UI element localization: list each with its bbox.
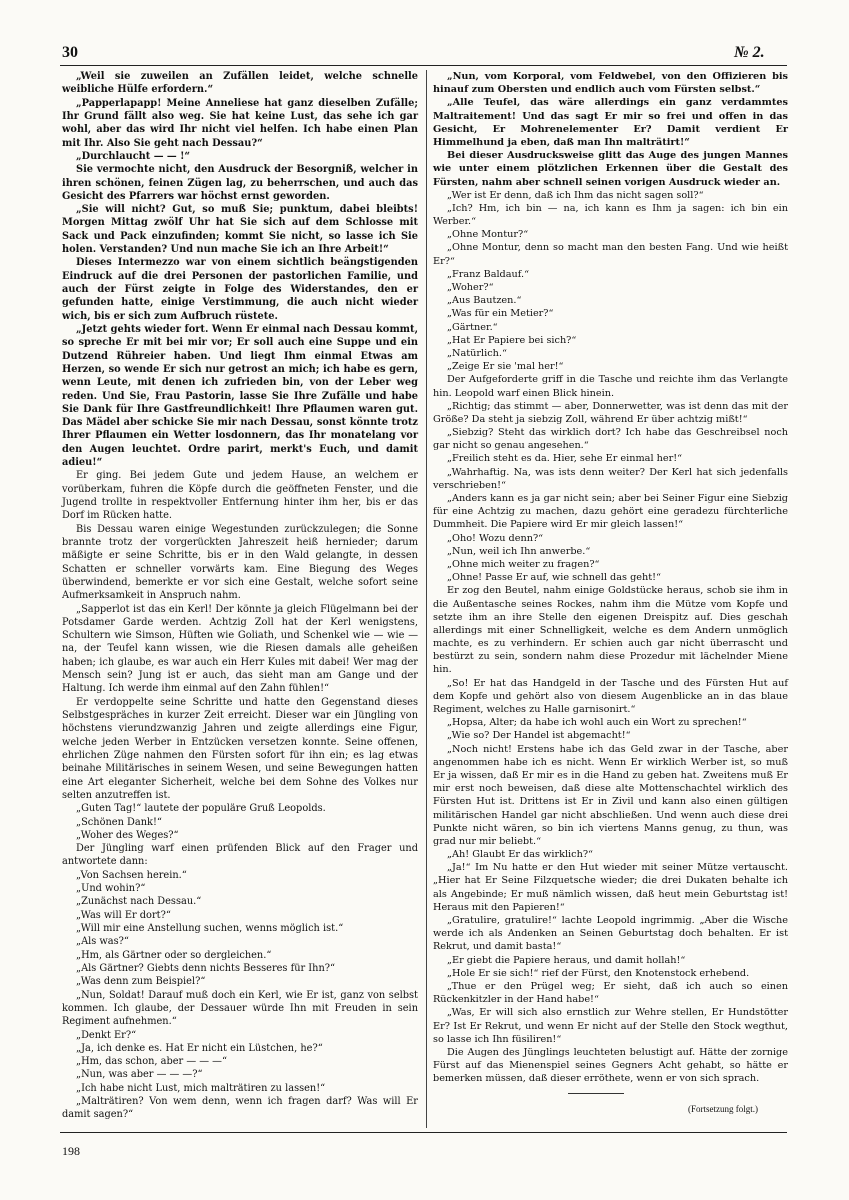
- paragraph: „Weil sie zuweilen an Zufällen leidet, welche schnelle weibliche Hülfe erfordern.“: [62, 71, 418, 96]
- paragraph: „Hm, als Gärtner oder so dergleichen.“: [76, 949, 272, 961]
- paragraph: Bei dieser Ausdrucksweise glitt das Auge des jungen Mannes wie unter einem plötzlichen Erkennen über die Gestalt des Fürsten, nahm aber schnell seinen vorigen Ausdruck wieder an.: [433, 150, 788, 188]
- paragraph: „Zeige Er sie 'mal her!“: [447, 361, 564, 373]
- paragraph: „Ich? Hm, ich bin — na, ich kann es Ihm ja sagen: ich bin ein Werber.“: [433, 202, 788, 228]
- column-divider: [426, 70, 427, 1128]
- footer-rule: [60, 1132, 787, 1133]
- paragraph: „Ohne Montur?“: [447, 229, 529, 241]
- paragraph: „Gratulire, gratulire!“ lachte Leopold ingrimmig. „Aber die Wische werde ich als Andenken an Seinen Geburtstag doch behalten. Er ist Rekrut, und damit basta!“: [433, 915, 788, 953]
- paragraph: „Malträtiren? Von wem denn, wenn ich fragen darf? Was will Er damit sagen?“: [62, 1096, 418, 1121]
- paragraph: „Wer ist Er denn, daß ich Ihm das nicht sagen soll?“: [447, 189, 704, 201]
- paragraph: „Ohne mich weiter zu fragen?“: [447, 558, 600, 570]
- paragraph: „Was denn zum Beispiel?“: [76, 976, 206, 988]
- paragraph: „Ja, ich denke es. Hat Er nicht ein Lüstchen, he?“: [76, 1042, 323, 1054]
- paragraph: „Was für ein Metier?“: [447, 308, 554, 320]
- paragraph: „Ohne! Passe Er auf, wie schnell das geht!“: [447, 572, 661, 584]
- paragraph: „Freilich steht es da. Hier, sehe Er einmal her!“: [447, 453, 683, 465]
- left-column: [62, 70, 418, 1122]
- paragraph: „Und wohin?“: [76, 883, 146, 895]
- folio-number: 198: [62, 1144, 80, 1158]
- paragraph: „Noch nicht! Erstens habe ich das Geld zwar in der Tasche, aber angenommen habe ich es nicht. Wenn Er wirklich Werber ist, so muß Er ja wissen, daß Er mir es in die Hand zu geben hat. Zweitens muß Er mir erst noch beweisen, daß diese alte Mottenschachtel wirklich des Fürsten Hut ist. Drittens ist Er in Zivil und kann also einen gültigen militärischen Handel gar nicht abschließen. Und wenn auch diese drei Punkte nicht wären, so bin ich viertens Manns genug, zu thun, was grad nur mir beliebt.“: [433, 743, 788, 847]
- paragraph: „Alle Teufel, das wäre allerdings ein ganz verdammtes Maltraitement! Und das sagt Er mir so frei und offen in das Gesicht, Er Mohrenelementer Er? Damit verdient Er Himmelhund ja eben, daß man Ihn malträtirt!“: [433, 97, 788, 148]
- issue-number: № 2.: [734, 44, 765, 61]
- paragraph: „Siebzig? Steht das wirklich dort? Ich habe das Geschreibsel noch gar nicht so genau angesehen.“: [433, 427, 788, 452]
- paragraph: „Hole Er sie sich!“ rief der Fürst, den Knotenstock erhebend.: [447, 967, 750, 979]
- paragraph: „Woher?“: [447, 282, 494, 293]
- paragraph: „Sie will nicht? Gut, so muß Sie; punktum, dabei bleibts! Morgen Mittag zwölf Uhr hat Sie sich auf dem Schlosse mit Sack und Pack einzufinden; kommt Sie nicht, so lasse ich Sie holen. Verstanden? Und nun mache Sie ich an Ihre Arbeit!“: [62, 204, 418, 256]
- paragraph: „Von Sachsen herein.“: [76, 869, 187, 881]
- paragraph: „Natürlich.“: [447, 347, 507, 359]
- paragraph: Er verdoppelte seine Schritte und hatte den Gegenstand dieses Selbstgespräches in kurzer Zeit erreicht. Dieser war ein Jüngling von höchstens vierundzwanzig Jahren und zeigte allerdings eine Figur, welche jeden Werber in Entzücken versetzen konnte. Seine offenen, ehrlichen Züge nahmen den Fürsten sofort für ihn ein; es lag etwas beinahe Militärisches in seinem Wesen, und seine Bewegungen hatten eine Art eleganter Sicherheit, welche bei dem Sohne des Volkes nur selten anzutreffen ist.: [62, 696, 418, 801]
- paragraph: „Was will Er dort?“: [76, 909, 171, 921]
- paragraph: „Richtig; das stimmt — aber, Donnerwetter, was ist denn das mit der Größe? Da steht ja siebzig Zoll, während Er über achtzig mißt!“: [433, 400, 788, 425]
- paragraph: Dieses Intermezzo war von einem sichtlich beängstigenden Eindruck auf die drei Personen der pastorlichen Familie, und auch der Fürst zeigte in Folge des Widerstandes, den er gefunden hatte, einige Verstimmung, die auch nicht wieder wich, bis er sich zum Aufbruch rüstete.: [62, 257, 418, 322]
- paragraph: „Ohne Montur, denn so macht man den besten Fang. Und wie heißt Er?“: [433, 242, 788, 267]
- paragraph: „Sapperlot ist das ein Kerl! Der könnte ja gleich Flügelmann bei der Potsdamer Garde werden. Achtzig Zoll hat der Kerl wenigstens, Schultern wie Simson, Hüften wie Goliath, und Schenkel wie — wie — na, der Teufel kann wissen, wie die Riesen damals alle geheißen haben; ich glaube, es war auch ein Herr Kules mit dabei! Wer mag der Mensch sein? Jung ist er auch, das sieht man am Gange und der Haltung. Ich werde ihm einmal auf den Zahn fühlen!“: [62, 603, 418, 695]
- paragraph: „Nun, Soldat! Darauf muß doch ein Kerl, wie Er ist, ganz von selbst kommen. Ich glaube, der Dessauer würde Ihn mit Freuden in sein Regiment aufnehmen.“: [62, 989, 418, 1028]
- right-column: [433, 70, 788, 1085]
- paragraph: „So! Er hat das Handgeld in der Tasche und des Fürsten Hut auf dem Kopfe und gehört also von diesem Augenblicke an in das blaue Regiment, welches zu Halle garnisonirt.“: [433, 677, 788, 715]
- paragraph: „Denkt Er?“: [76, 1029, 137, 1041]
- paragraph: Der Aufgeforderte griff in die Tasche und reichte ihm das Verlangte hin. Leopold warf einen Blick hinein.: [433, 374, 788, 399]
- paragraph: „Aus Bautzen.“: [447, 295, 522, 307]
- paragraph: „Hat Er Papiere bei sich?“: [447, 334, 577, 346]
- paragraph: „Als was?“: [76, 936, 129, 948]
- paragraph: „Nun, was aber — — —?“: [76, 1069, 203, 1081]
- paragraph: „Nun, vom Korporal, vom Feldwebel, von den Offizieren bis hinauf zum Obersten und endlich auch vom Fürsten selbst.“: [433, 71, 788, 96]
- paragraph: „Franz Baldauf.“: [447, 268, 530, 280]
- paragraph: „Hm, das schon, aber — — —“: [76, 1056, 227, 1068]
- paragraph: „Thue er den Prügel weg; Er sieht, daß ich auch so einen Rückenkitzler in der Hand habe!“: [433, 980, 788, 1006]
- paragraph: „Zunächst nach Dessau.“: [76, 896, 202, 908]
- paragraph: Bis Dessau waren einige Wegestunden zurückzulegen; die Sonne brannte trotz der vorgerückten Jahreszeit heiß hernieder; darum mäßigte er seine Schritte, bis er in den Wald gelangte, in dessen Schatten er schneller vorwärts kam. Eine Biegung des Weges überwindend, bemerkte er vor sich eine Gestalt, welche sofort seine Aufmerksamkeit in Anspruch nahm.: [62, 523, 418, 602]
- paragraph: „Ja!“ Im Nu hatte er den Hut wieder mit seiner Mütze vertauscht. „Hier hat Er Seine Filzquetsche wieder; die drei Dukaten behalte ich als Angebinde; Er muß nämlich wissen, daß heut mein Geburtstag ist! Heraus mit den Papieren!“: [433, 862, 788, 913]
- paragraph: „Jetzt gehts wieder fort. Wenn Er einmal nach Dessau kommt, so spreche Er mit bei mir vor; Er soll auch eine Suppe und ein Dutzend Rühreier haben. Und liegt Ihm einmal Etwas am Herzen, so wende Er sich nur getrost an mich; ich habe es gern, wenn Leute, mit denen ich zufrieden bin, von der Leber weg reden. Und Sie, Frau Pastorin, lasse Sie Ihre Zufälle und habe Sie Dank für Ihre Gastfreundlichkeit! Ihre Pflaumen waren gut. Das Mädel aber schicke Sie mir nach Dessau, sonst könnte trotz Ihrer Pflaumen ein Wetter losdonnern, das Ihr monatelang vor den Augen leuchtet. Ordre parirt, merkt's Euch, und damit adieu!“: [62, 323, 418, 469]
- page-number: 30: [62, 44, 78, 61]
- paragraph: „Ah! Glaubt Er das wirklich?“: [447, 849, 593, 861]
- paragraph: „Hopsa, Alter; da habe ich wohl auch ein Wort zu sprechen!“: [447, 717, 747, 729]
- paragraph: Die Augen des Jünglings leuchteten belustigt auf. Hätte der zornige Fürst auf das Mienenspiel seines Gegners Acht gehabt, so hätte er bemerken müssen, daß dieser erröthete, wenn er von sich sprach.: [433, 1046, 788, 1085]
- paragraph: Sie vermochte nicht, den Ausdruck der Besorgniß, welcher in ihren schönen, feinen Zügen lag, zu beherrschen, und auch das Gesicht des Pfarrers war höchst ernst geworden.: [62, 164, 418, 202]
- paragraph: „Nun, weil ich Ihn anwerbe.“: [447, 545, 591, 557]
- paragraph: „Gärtner.“: [447, 321, 498, 333]
- paragraph: „Er giebt die Papiere heraus, und damit hollah!“: [447, 954, 686, 966]
- paragraph: „Papperlapapp! Meine Anneliese hat ganz dieselben Zufälle; Ihr Grund fällt also weg. Sie hat keine Lust, das sehe ich gar wohl, aber das wird Ihr nicht viel helfen. Ich habe einen Plan mit Ihr. Also Sie geht nach Dessau?“: [62, 97, 418, 149]
- paragraph: Der Jüngling warf einen prüfenden Blick auf den Frager und antwortete dann:: [62, 843, 418, 868]
- paragraph: „Wahrhaftig. Na, was ists denn weiter? Der Kerl hat sich jedenfalls verschrieben!“: [433, 466, 788, 491]
- paragraph: „Wie so? Der Handel ist abgemacht!“: [447, 730, 631, 742]
- paragraph: „Als Gärtner? Giebts denn nichts Besseres für Ihn?“: [76, 962, 336, 974]
- paragraph: „Will mir eine Anstellung suchen, wenns möglich ist.“: [76, 923, 344, 934]
- paragraph: „Anders kann es ja gar nicht sein; aber bei Seiner Figur eine Siebzig für eine Achtzig zu machen, dazu gehört eine geradezu fürchterliche Dummheit. Die Papiere wird Er mir gleich lassen!“: [433, 493, 788, 531]
- paragraph: „Guten Tag!“ lautete der populäre Gruß Leopolds.: [76, 803, 326, 815]
- header-rule: [60, 65, 787, 66]
- continuation-note: (Fortsetzung folgt.): [688, 1104, 758, 1114]
- story-end-rule: [568, 1093, 624, 1094]
- paragraph: „Oho! Wozu denn?“: [447, 532, 544, 544]
- paragraph: „Was, Er will sich also ernstlich zur Wehre stellen, Er Hundstötter Er? Ist Er Rekrut, und wenn Er nicht auf der Stelle den Stock wegthut, so lasse ich Ihn füsiliren!“: [433, 1007, 788, 1045]
- paragraph: „Durchlaucht — — !“: [76, 150, 191, 162]
- paragraph: Er ging. Bei jedem Gute und jedem Hause, an welchem er vorüberkam, fuhren die Köpfe durch die geöffneten Fenster, und die Jugend trollte in respektvoller Entfernung hinter ihm her, bis er das Dorf im Rücken hatte.: [62, 470, 418, 522]
- paragraph: „Schönen Dank!“: [76, 816, 162, 828]
- paragraph: „Woher des Weges?“: [76, 829, 179, 841]
- paragraph: „Ich habe nicht Lust, mich malträtiren zu lassen!“: [76, 1082, 326, 1094]
- paragraph: Er zog den Beutel, nahm einige Goldstücke heraus, schob sie ihm in die Außentasche seines Rockes, nahm ihm die Mütze vom Kopfe und setzte ihm an ihre Stelle den eigenen Dreispitz auf. Dies geschah allerdings mit einer Schnelligkeit, welche es dem Andern unmöglich machte, es zu verhindern. Er schien auch gar nicht überrascht und bestürzt zu sein, sondern nahm diese Prozedur mit lächelnder Miene hin.: [433, 585, 788, 676]
